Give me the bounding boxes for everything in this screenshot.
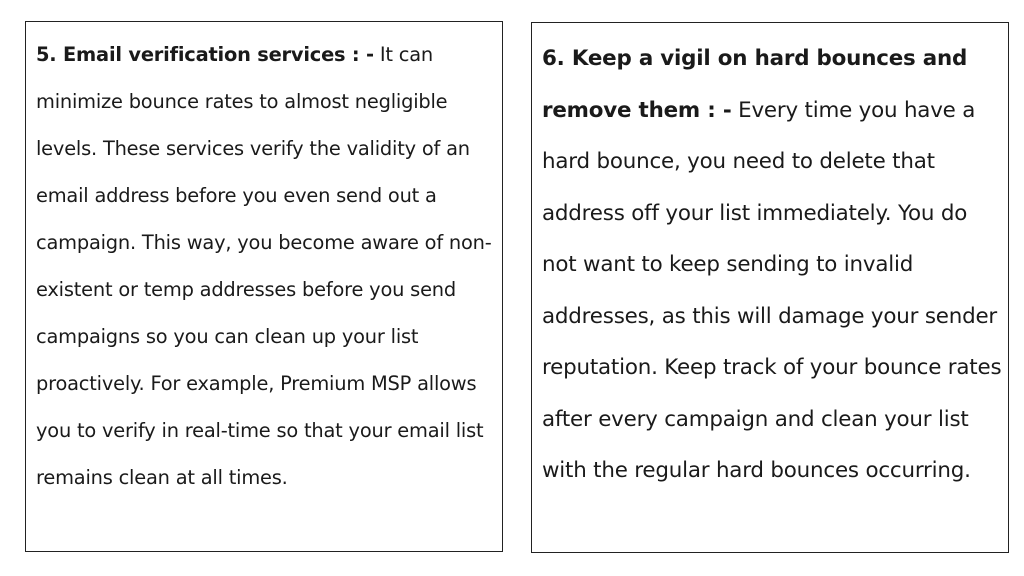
tip-paragraph: [36, 31, 494, 501]
tip-heading: 5. Email verification services : -: [36, 43, 374, 66]
tip-body: It can minimize bounce rates to almost negligible levels. These services verify the validity of an email address before you even send out a campaign. This way, you become aware of non-existent or temp addresses before you send campaigns so you can clean up your list proactively. For example, Premium MSP allows you to verify in real-time so that your email list remains clean at all times.: [36, 43, 492, 489]
tip-card-hard-bounces: [531, 22, 1009, 553]
tip-card-email-verification: [25, 21, 503, 552]
tip-paragraph: [542, 33, 1002, 497]
tip-body: Every time you have a hard bounce, you need to delete that address off your list immediately. You do not want to keep sending to invalid addresses, as this will damage your sender reputation. Keep track of your bounce rates after every campaign and clean your list with the regular hard bounces occurring.: [542, 97, 1002, 483]
tip-heading: 6. Keep a vigil on hard bounces and remove them : -: [542, 46, 968, 123]
